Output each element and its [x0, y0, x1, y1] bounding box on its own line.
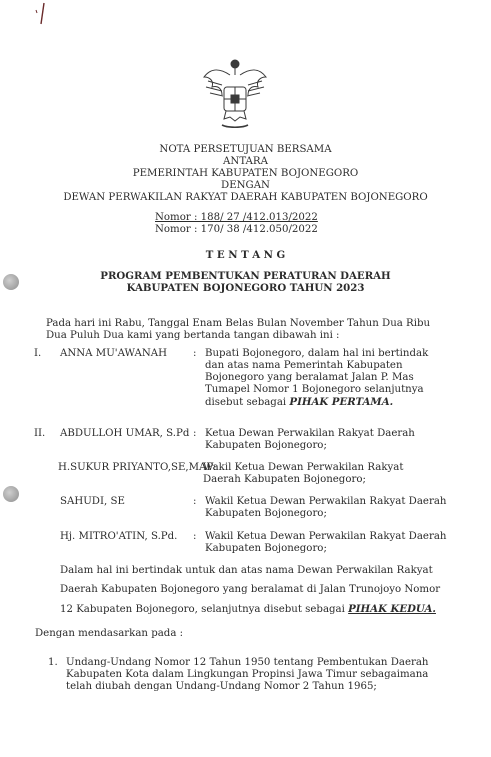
- party2-para3: [60, 603, 436, 617]
- basis-item1-number: 1.: [48, 657, 58, 668]
- party2-number: II.: [34, 428, 46, 439]
- member2-desc2: Daerah Kabupaten Bojonegoro;: [203, 474, 366, 485]
- party1-desc5: [205, 396, 393, 410]
- punch-hole-bottom: [3, 486, 19, 502]
- party1-desc2: dan atas nama Pemerintah Kabupaten: [205, 360, 403, 371]
- member1-colon: :: [193, 428, 197, 439]
- party1-number: I.: [34, 348, 42, 359]
- member4-name: Hj. MITRO'ATIN, S.Pd.: [60, 531, 178, 542]
- title-dengan: DENGAN: [221, 180, 270, 191]
- member4-desc2: Kabupaten Bojonegoro;: [205, 543, 327, 554]
- tentang-heading: T E N T A N G: [205, 249, 286, 261]
- subject-line1: PROGRAM PEMBENTUKAN PERATURAN DAERAH: [100, 270, 391, 282]
- member4-colon: :: [193, 531, 197, 542]
- member3-desc2: Kabupaten Bojonegoro;: [205, 508, 327, 519]
- party1-name: ANNA MU'AWANAH: [60, 348, 168, 359]
- member3-name: SAHUDI, SE: [60, 496, 125, 507]
- subject-line2: KABUPATEN BOJONEGORO TAHUN 2023: [126, 282, 365, 294]
- basis-item1-line2: Kabupaten Kota dalam Lingkungan Propinsi Jawa Timur sebagaimana: [66, 669, 429, 680]
- pihak-pertama-label: PIHAK PERTAMA.: [289, 396, 394, 408]
- intro-line2: Dua Puluh Dua kami yang bertanda tangan dibawah ini :: [46, 330, 340, 341]
- member1-desc2: Kabupaten Bojonegoro;: [205, 440, 327, 451]
- party2-para2: Daerah Kabupaten Bojonegoro yang beralamat di Jalan Trunojoyo Nomor: [60, 584, 441, 595]
- party1-colon: :: [193, 348, 197, 359]
- basis-lead: Dengan mendasarkan pada :: [35, 628, 184, 639]
- party2-para1: Dalam hal ini bertindak untuk dan atas nama Dewan Perwakilan Rakyat: [60, 565, 433, 576]
- member2-name: H.SUKUR PRIYANTO,SE,MAP:: [58, 462, 217, 473]
- member4-desc1: Wakil Ketua Dewan Perwakilan Rakyat Daerah: [205, 531, 447, 542]
- title-pemerintah: PEMERINTAH KABUPATEN BOJONEGORO: [132, 168, 359, 179]
- title-dprd: DEWAN PERWAKILAN RAKYAT DAERAH KABUPATEN BOJONEGORO: [63, 192, 428, 203]
- party1-desc5-text: disebut sebagai: [205, 397, 287, 408]
- nomor-pemda: Nomor : 188/ 27 /412.013/2022: [155, 212, 318, 223]
- member3-desc1: Wakil Ketua Dewan Perwakilan Rakyat Daerah: [205, 496, 447, 507]
- garuda-emblem-icon: [200, 55, 270, 135]
- basis-item1-line3: telah diubah dengan Undang-Undang Nomor 2 Tahun 1965;: [66, 681, 377, 692]
- title-antara: ANTARA: [223, 156, 268, 167]
- party2-para3-text: 12 Kabupaten Bojonegoro, selanjutnya disebut sebagai: [60, 604, 345, 615]
- member3-colon: :: [193, 496, 197, 507]
- party1-desc3: Bojonegoro yang beralamat Jalan P. Mas: [205, 372, 414, 383]
- intro-line1: Pada hari ini Rabu, Tanggal Enam Belas Bulan November Tahun Dua Ribu: [46, 318, 431, 329]
- basis-item1-line1: Undang-Undang Nomor 12 Tahun 1950 tentang Pembentukan Daerah: [66, 657, 429, 668]
- member2-desc1: Wakil Ketua Dewan Perwakilan Rakyat: [203, 462, 404, 473]
- member1-desc1: Ketua Dewan Perwakilan Rakyat Daerah: [205, 428, 415, 439]
- party1-desc4: Tumapel Nomor 1 Bojonegoro selanjutnya: [205, 384, 424, 395]
- nomor-dprd: Nomor : 170/ 38 /412.050/2022: [155, 224, 318, 235]
- pen-mark-icon: [30, 2, 50, 26]
- party1-desc1: Bupati Bojonegoro, dalam hal ini bertindak: [205, 348, 429, 359]
- member1-name: ABDULLOH UMAR, S.Pd: [60, 428, 190, 439]
- title-nota: NOTA PERSETUJUAN BERSAMA: [159, 144, 332, 155]
- pihak-kedua-label: PIHAK KEDUA.: [348, 603, 436, 615]
